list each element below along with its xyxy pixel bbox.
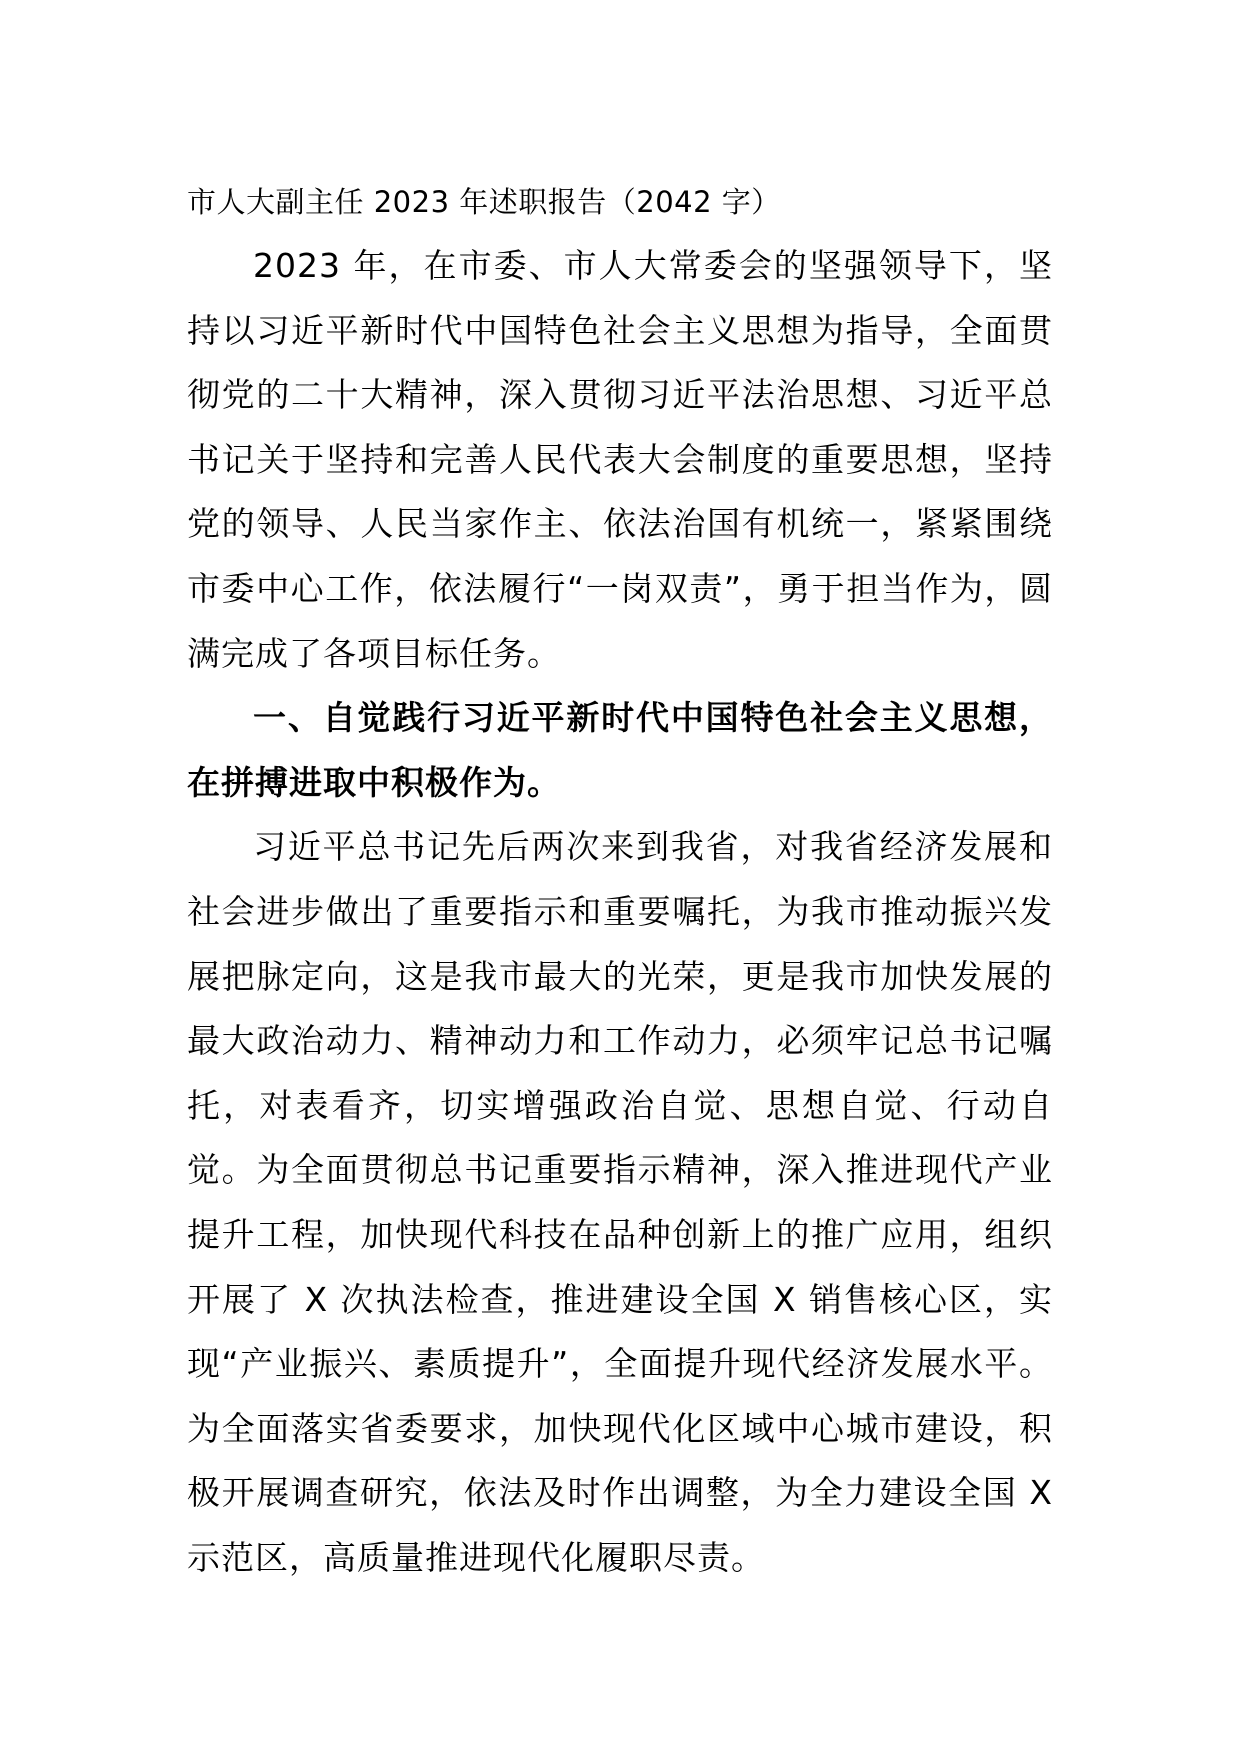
section-1-paragraph: 习近平总书记先后两次来到我省，对我省经济发展和社会进步做出了重要指示和重要嘱托，为我市推动振兴发展把脉定向，这是我市最大的光荣，更是我市加快发展的最大政治动力、精神动力和工作动力，必须牢记总书记嘱托，对表看齐，切实增强政治自觉、思想自觉、行动自觉。为全面贯彻总书记重要指示精神，深入推进现代产业提升工程，加快现代科技在品种创新上的推广应用，组织开展了 X 次执法检查，推进建设全国 X 销售核心区，实现“产业振兴、素质提升”，全面提升现代经济发展水平。为全面落实省委要求，加快现代化区域中心城市建设，积极开展调查研究，依法及时作出调整，为全力建设全国 X 示范区，高质量推进现代化履职尽责。 bbox=[187, 827, 1053, 1577]
intro-paragraph: 2023 年，在市委、市人大常委会的坚强领导下，坚持以习近平新时代中国特色社会主义思想为指导，全面贯彻党的二十大精神，深入贯彻习近平法治思想、习近平总书记关于坚持和完善人民代表大会制度的重要思想，坚持党的领导、人民当家作主、依法治国有机统一，紧紧围绕市委中心工作，依法履行“一岗双责”，勇于担当作为，圆满完成了各项目标任务。 bbox=[187, 246, 1053, 673]
document-body bbox=[187, 170, 1053, 1590]
document-title: 市人大副主任 2023 年述职报告（2042 字） bbox=[187, 185, 781, 219]
section-heading-1: 一、自觉践行习近平新时代中国特色社会主义思想，在拼搏进取中积极作为。 bbox=[187, 698, 1053, 802]
